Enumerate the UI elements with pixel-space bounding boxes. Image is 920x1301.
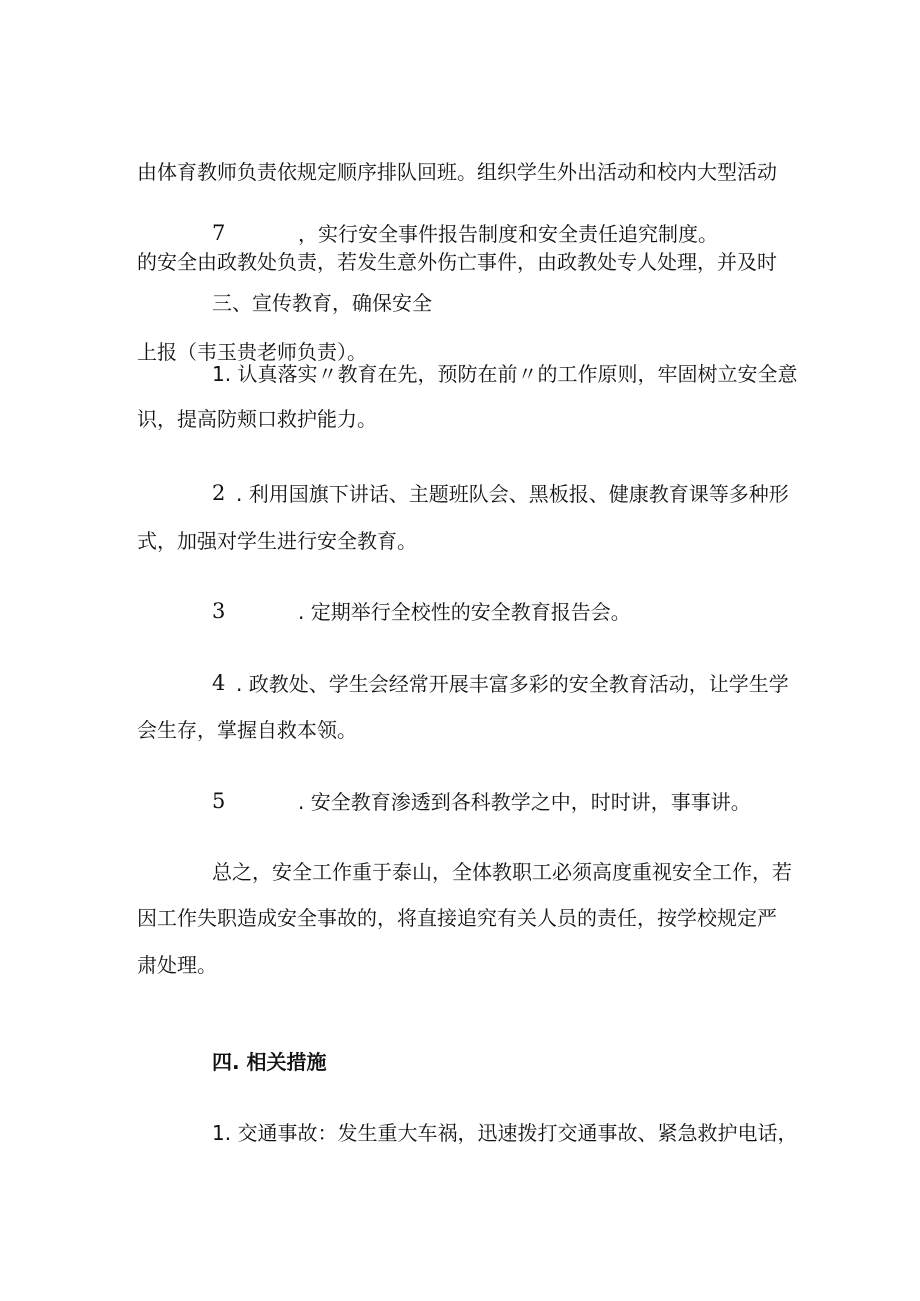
point-2-number: 2 <box>212 481 226 505</box>
measure-1-text: 1. 交通事故：发生重大车祸，迅速拨打交通事故、紧急救护电话， <box>212 1121 798 1145</box>
point-2-line-2: 式，加强对学生进行安全教育。 <box>137 529 417 553</box>
point-4-number: 4 <box>212 671 226 695</box>
point-4-line-1: . 政教处、学生会经常开展丰富多彩的安全教育活动，让学生学 <box>236 672 789 696</box>
summary-line-2: 因工作失职造成安全事故的，将直接追究有关人员的责任，按学校规定严 <box>137 906 777 930</box>
point-1-line-2: 识，提高防颊口救护能力。 <box>137 407 377 431</box>
item-7-text: ，实行安全事件报告制度和安全责任追究制度。 <box>298 222 718 246</box>
section-3-heading: 三、宣传教育，确保安全 <box>212 291 432 315</box>
section-4-heading: 四. 相关措施 <box>212 1050 327 1074</box>
paragraph-line: 的安全由政教处负责，若发生意外伤亡事件，由政教处专人处理，并及时 <box>137 250 777 274</box>
point-2-line-1: . 利用国旗下讲话、主题班队会、黑板报、健康教育课等多种形 <box>236 482 789 506</box>
point-3-number: 3 <box>212 599 226 623</box>
paragraph-line: 上报（韦玉贵老师负责）。 <box>137 340 367 364</box>
point-5-number: 5 <box>212 789 226 813</box>
summary-line-1: 总之，安全工作重于泰山，全体教职工必须高度重视安全工作，若 <box>212 860 792 884</box>
point-1-line-1: 1. 认真落实〃教育在先，预防在前〃的工作原则，牢固树立安全意 <box>212 362 798 386</box>
paragraph-line: 由体育教师负责依规定顺序排队回班。组织学生外出活动和校内大型活动 <box>137 160 777 184</box>
summary-line-3: 肃处理。 <box>137 953 217 977</box>
point-3-text: . 定期举行全校性的安全教育报告会。 <box>298 600 631 624</box>
point-5-text: . 安全教育渗透到各科教学之中，时时讲，事事讲。 <box>298 790 751 814</box>
item-7-number: 7 <box>212 221 226 245</box>
point-4-line-2: 会生存，掌握自救本领。 <box>137 718 357 742</box>
